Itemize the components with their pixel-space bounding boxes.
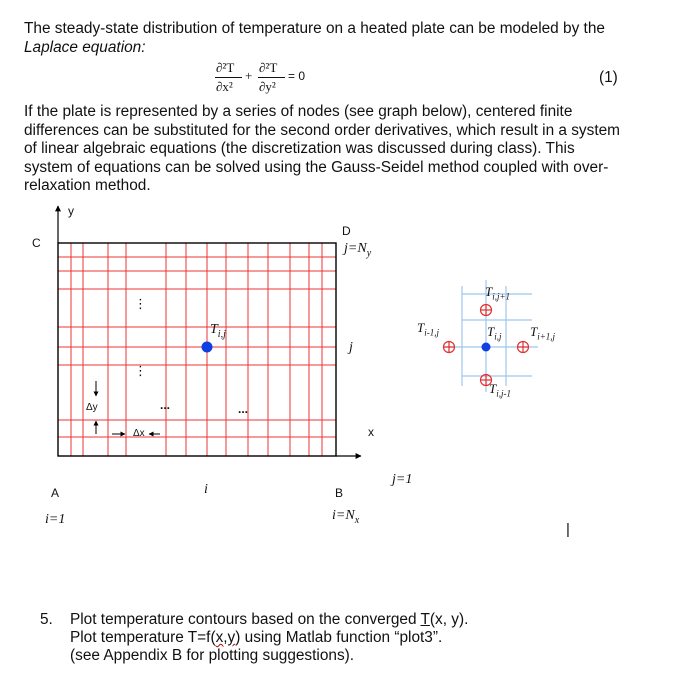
stencil-label-bottom: $T_{i,j-1}$ [489, 381, 511, 399]
j-bottom-label: j=1 [392, 472, 413, 487]
equation-plus: + [245, 68, 253, 83]
paragraph-line-2: differences can be substituted for the second order derivatives, which result in a system [24, 121, 620, 139]
plate-border [58, 243, 336, 456]
j-mid-label: j [349, 340, 353, 355]
task-line-3: (see Appendix B for plotting suggestions). [70, 647, 355, 664]
equation-den-1: ∂x² [216, 79, 233, 94]
stencil-node-center [482, 343, 491, 352]
grid-lines [58, 243, 336, 456]
stencil-label-left: $T_{i-1,j}$ [417, 320, 439, 338]
corner-b-label: B [335, 486, 344, 500]
intro-line-2: Laplace equation: [24, 39, 146, 56]
i-mid-label: i [204, 482, 208, 497]
corner-a-label: A [51, 486, 60, 500]
stencil-label-right: $T_{i+1,j}$ [530, 324, 556, 342]
y-axis-label: y [68, 204, 74, 218]
equation-number: (1) [599, 69, 618, 86]
stencil-label-center: $T_{i,j}$ [487, 324, 502, 342]
x-axis-label: x [368, 425, 374, 439]
horizontal-dots-left: ... [160, 398, 171, 412]
task-line-1: Plot temperature contours based on the converged T(x, y). [70, 611, 469, 628]
paragraph-line-3: of linear algebraic equations (the discretization was discussed during class). This [24, 140, 575, 157]
paragraph-line-1: If the plate is represented by a series of nodes (see graph below), centered finite [24, 103, 573, 120]
vertical-dots-lower: ⋮ [134, 363, 147, 378]
intro-line-1: The steady-state distribution of temperature on a heated plate can be modeled by the [24, 20, 605, 37]
paragraph-line-4: system of equations can be solved using the Gauss-Seidel method coupled with over- [24, 158, 609, 176]
i-left-label: i=1 [45, 512, 66, 527]
task-line-2: Plot temperature T=f(x,y) using Matlab function “plot3”. [70, 629, 443, 646]
text-cursor-mark: | [566, 521, 570, 538]
equation-den-2: ∂y² [259, 79, 276, 94]
node-point-tij [202, 342, 213, 353]
stencil-label-top: $T_{i,j+1}$ [485, 284, 511, 302]
vertical-dots-upper: ⋮ [134, 296, 147, 311]
corner-d-label: D [342, 224, 351, 238]
task-number: 5. [40, 611, 53, 628]
corner-c-label: C [32, 236, 41, 250]
equation-rhs: = 0 [288, 69, 306, 83]
equation-num-1: ∂²T [216, 60, 235, 75]
horizontal-dots-right: ... [238, 402, 249, 416]
paragraph-line-5: relaxation method. [24, 177, 151, 194]
j-top-label: $j=N_y$ [344, 241, 372, 259]
equation-num-2: ∂²T [259, 60, 278, 75]
delta-y-label: Δy [86, 402, 98, 413]
node-tij-label: $T_{i,j}$ [210, 322, 226, 340]
delta-x-label: Δx [133, 428, 145, 439]
i-right-label: $i=N_x$ [332, 508, 360, 526]
